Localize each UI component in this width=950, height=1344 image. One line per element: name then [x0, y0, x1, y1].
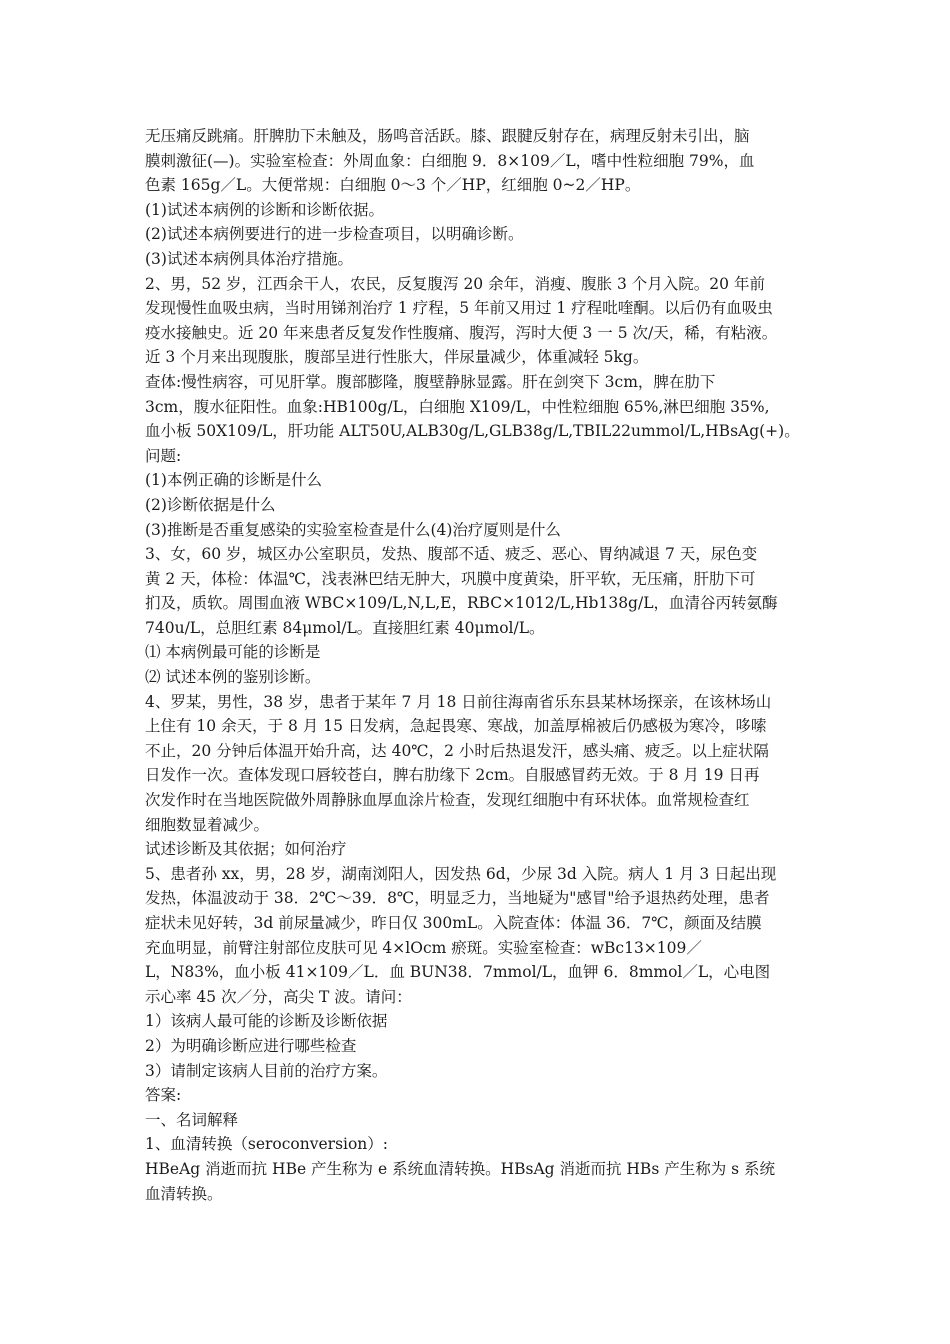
question-line: (2)试述本病例要进行的进一步检查项目，以明确诊断。: [145, 225, 524, 244]
text-line: 细胞数显着减少。: [145, 815, 270, 834]
question-line: 1）该病人最可能的诊断及诊断依据: [145, 1012, 388, 1031]
question-line: (1)本例正确的诊断是什么: [145, 471, 322, 490]
text-line: 色素 165g／L。大便常规：白细胞 0～3 个／HP，红细胞 0~2／HP。: [145, 176, 641, 195]
case-line: 2、男，52 岁，江西余干人，农民，反复腹泻 20 余年，消瘦、腹胀 3 个月入院。20 年前: [145, 274, 765, 293]
text-line: 黄 2 天，体检：体温℃，浅表淋巴结无肿大，巩膜中度黄染，肝平软，无压痛，肝肋下可: [145, 569, 756, 588]
question-line: (3)试述本病例具体治疗措施。: [145, 249, 353, 268]
section-heading: 一、名词解释: [145, 1110, 239, 1129]
document-body: [145, 124, 817, 1206]
text-line: 无压痛反跳痛。肝脾肋下未触及，肠鸣音活跃。膝、跟腱反射存在，病理反射未引出，脑: [145, 127, 750, 145]
question-line: ⑵ 试述本例的鉴别诊断。: [145, 668, 321, 687]
text-line: L，N83%，血小板 41×109／L．血 BUN38．7mmol/L，血钾 6．8mmol／L，心电图: [145, 963, 771, 982]
question-heading: 问题:: [145, 446, 182, 465]
text-line: 充血明显，前臂注射部位皮肤可见 4×lOcm 瘀斑。实验室检查：wBc13×109／: [145, 938, 702, 957]
question-line: (2)诊断依据是什么: [145, 495, 276, 514]
term-heading: 1、血清转换（seroconversion）:: [145, 1135, 389, 1154]
question-line: ⑴ 本病例最可能的诊断是: [145, 643, 321, 662]
text-line: 血清转换。: [145, 1184, 223, 1203]
text-line: 上住有 10 余天，于 8 月 15 日发病，急起畏寒、寒战，加盖厚棉被后仍感极为寒冷，哆嗦: [145, 717, 767, 736]
case-line: 5、患者孙 xx，男，28 岁，湖南浏阳人，因发热 6d，少尿 3d 入院。病人 1 月 3 日起出现: [145, 864, 777, 883]
text-line: 发热，体温波动于 38．2℃～39．8℃，明显乏力，当地疑为"感冒"给予退热药处理，患者: [145, 889, 770, 908]
text-line: 近 3 个月来出现腹胀，腹部呈进行性胀大，伴尿量减少，体重减轻 5kg。: [145, 348, 649, 367]
case-line: 4、罗某，男性，38 岁，患者于某年 7 月 18 日前往海南省乐东县某林场探亲，在该林场山: [145, 692, 772, 711]
text-line: 膜刺激征(—)。实验室检查：外周血象：白细胞 9．8×109／L，嗜中性粒细胞 79%，血: [145, 151, 755, 170]
answer-heading: 答案:: [145, 1086, 182, 1105]
text-line: 症状未见好转，3d 前尿量减少，昨日仅 300mL。入院查体：体温 36．7℃，颜面及结膜: [145, 914, 762, 932]
text-line: 血小板 50X109/L，肝功能 ALT50U,ALB30g/L,GLB38g/L,TBIL22ummol/L,HBsAg(+)。: [145, 422, 800, 441]
case-line: 3、女，60 岁，城区办公室职员，发热、腹部不适、疲乏、恶心、胃纳减退 7 天，尿色变: [145, 545, 758, 564]
question-line: (3)推断是否重复感染的实验室检查是什么(4)治疗厦则是什么: [145, 520, 561, 539]
text-line: 疫水接触史。近 20 年来患者反复发作性腹痛、腹泻，泻时大便 3 一 5 次/天，稀，有粘液。: [145, 323, 778, 342]
text-line: 740u/L，总胆红素 84μmol/L。直接胆红素 40μmol/L。: [145, 618, 545, 637]
question-line: 试述诊断及其依据；如何治疗: [145, 840, 347, 859]
text-line: HBeAg 消逝而抗 HBe 产生称为 e 系统血清转换。HBsAg 消逝而抗 HBs 产生称为 s 系统: [145, 1159, 776, 1178]
text-line: 查体:慢性病容，可见肝掌。腹部膨隆，腹壁静脉显露。肝在剑突下 3cm，脾在肋下: [145, 372, 716, 391]
text-line: 日发作一次。查体发现口唇较苍白，脾右肋缘下 2cm。自服感冒药无效。于 8 月 19 日再: [145, 766, 760, 785]
text-line: 示心率 45 次／分，高尖 T 波。请问：: [145, 987, 412, 1006]
question-line: 2）为明确诊断应进行哪些检查: [145, 1036, 357, 1055]
question-line: (1)试述本病例的诊断和诊断依据。: [145, 200, 384, 219]
text-line: 扪及，质软。周围血液 WBC×109/L,N,L,E，RBC×1012/L,Hb138g/L，血清谷丙转氨酶: [145, 594, 778, 613]
text-line: 发现慢性血吸虫病，当时用锑剂治疗 1 疗程，5 年前又用过 1 疗程吡喹酮。以后仍有血吸虫: [145, 299, 773, 318]
text-line: 3cm，腹水征阳性。血象:HB100g/L，白细胞 X109/L，中性粒细胞 65%,淋巴细胞 35%,: [145, 397, 770, 416]
text-line: 不止，20 分钟后体温开始升高，达 40℃，2 小时后热退发汗，感头痛、疲乏。以上症状隔: [145, 741, 769, 760]
text-line: 次发作时在当地医院做外周静脉血厚血涂片检查，发现红细胞中有环状体。血常规检查红: [145, 791, 750, 810]
question-line: 3）请制定该病人目前的治疗方案。: [145, 1061, 388, 1080]
